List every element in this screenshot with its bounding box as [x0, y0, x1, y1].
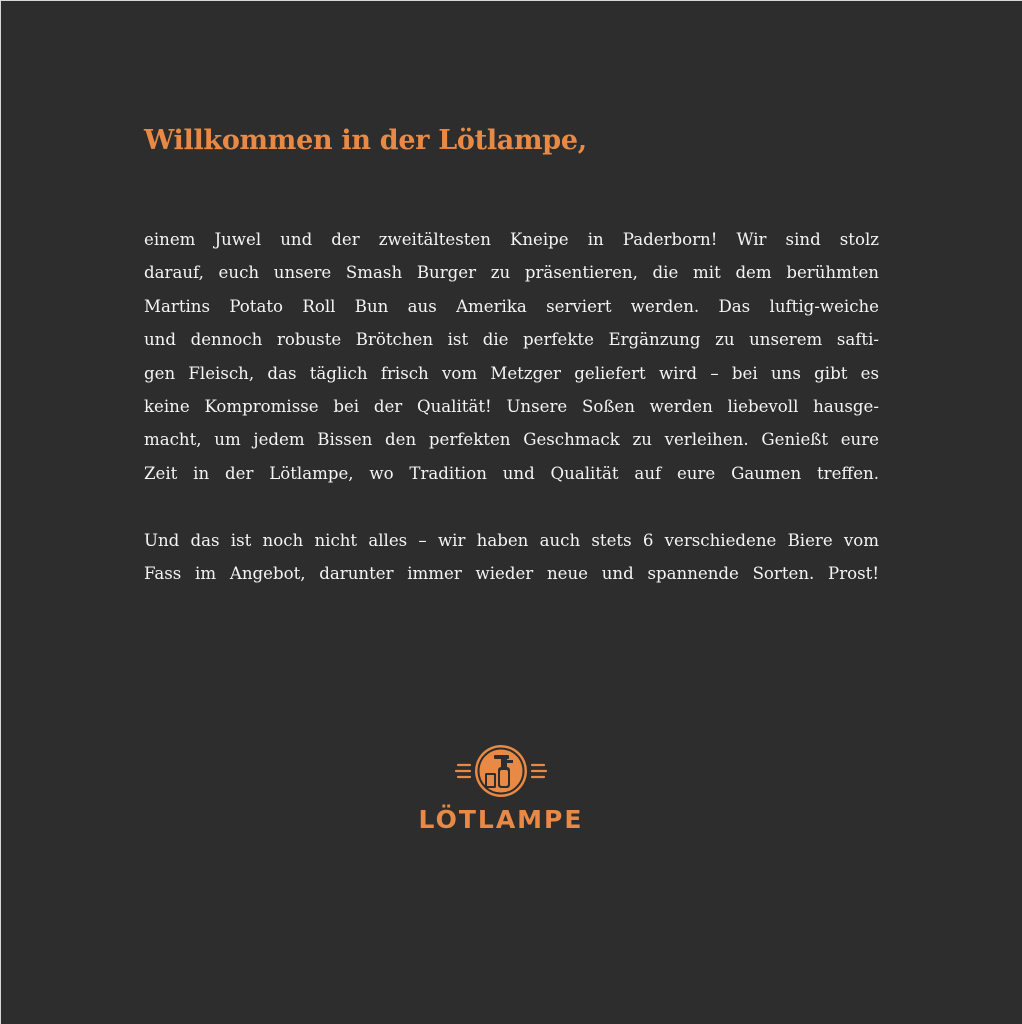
text-line: gen Fleisch, das täglich frisch vom Metzger geliefert wird – bei uns gibt es: [144, 363, 879, 383]
beer-paragraph: [144, 524, 879, 591]
lotlampe-logo: [401, 743, 601, 843]
intro-paragraph: [144, 223, 879, 490]
logo-wordmark: LÖTLAMPE: [418, 805, 584, 834]
text-line: und dennoch robuste Brötchen ist die perfekte Ergänzung zu unserem safti-: [144, 330, 879, 350]
text-line: Martins Potato Roll Bun aus Amerika serviert werden. Das luftig-weiche: [144, 296, 879, 316]
text-line: Fass im Angebot, darunter immer wieder neue und spannende Sorten. Prost!: [144, 564, 879, 584]
text-line: darauf, euch unsere Smash Burger zu präsentieren, die mit dem berühmten: [144, 263, 879, 283]
text-line: einem Juwel und der zweitältesten Kneipe in Paderborn! Wir sind stolz: [144, 230, 879, 249]
text-line: keine Kompromisse bei der Qualität! Unsere Soßen werden liebevoll hausge-: [144, 397, 879, 417]
blowtorch-icon: [401, 743, 601, 803]
text-line: macht, um jedem Bissen den perfekten Geschmack zu verleihen. Genießt eure: [144, 430, 879, 450]
text-line: Und das ist noch nicht alles – wir haben auch stets 6 verschiedene Biere vom: [144, 531, 879, 550]
page-heading: Willkommen in der Lötlampe,: [144, 125, 587, 156]
text-line: Zeit in der Lötlampe, wo Tradition und Qualität auf eure Gaumen treffen.: [144, 463, 879, 483]
